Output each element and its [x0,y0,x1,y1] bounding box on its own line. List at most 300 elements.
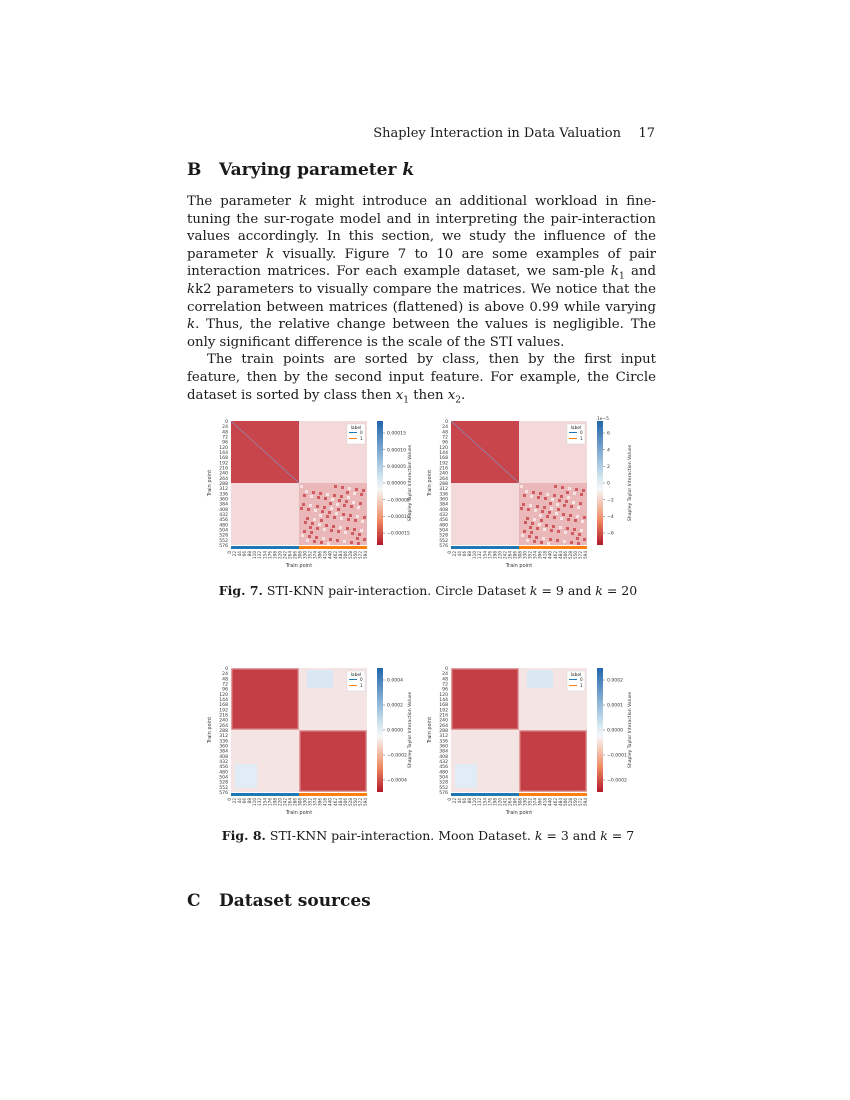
y-tick-label: 576 [219,544,228,549]
heatmap-speckle [533,518,536,521]
heatmap-speckle [563,540,566,543]
heatmap-speckle [361,520,364,523]
y-tick-label: 168 [219,456,228,462]
y-tick-label: 576 [439,791,448,796]
heatmap-speckle [525,490,528,493]
heatmap-speckle [551,498,554,501]
y-tick-label: 480 [219,523,228,529]
heatmap-speckle [356,537,359,540]
heatmap-speckle [553,494,556,497]
x-tick-label: 528 [347,798,353,806]
heatmap-speckle [351,532,354,535]
heatmap-speckle [543,528,546,531]
heatmap-block-11 [523,734,584,789]
heatmap-speckle [567,496,570,499]
heatmap-speckle [553,516,556,519]
heatmap-speckle [529,504,532,507]
fig8-panel-b [425,662,635,817]
heatmap-speckle [569,514,572,517]
x-tick-label: 22 [232,551,238,557]
x-tick-label: 528 [567,551,573,559]
heatmap-speckle [564,531,567,534]
x-tick-label: 242 [282,798,288,806]
x-tick-label: 198 [492,798,498,806]
heatmap-speckle [529,526,532,529]
y-tick-label: 528 [439,533,448,539]
heatmap-speckle [577,542,580,545]
x-tick-label: 110 [252,798,258,806]
heatmap-speckle [566,491,569,494]
y-tick-label: 240 [439,718,448,724]
class-bar-0 [231,793,299,796]
heatmap-speckle [303,494,306,497]
colorbar-tick-label: 0.0001 [607,703,624,709]
heatmap-blue-patch [235,764,257,788]
x-tick-label: 374 [312,551,318,559]
x-tick-label: 110 [472,798,478,806]
x-tick-label: 154 [262,798,268,806]
x-tick-label: 308 [517,551,523,559]
x-tick-label: 352 [307,551,313,559]
x-tick-label: 66 [462,798,468,804]
x-tick-label: 286 [512,798,518,806]
heatmap-speckle [363,538,366,541]
heatmap-speckle [565,500,568,503]
x-tick-label: 286 [292,798,298,806]
class-bar-0 [451,546,519,549]
y-tick-label: 336 [219,739,228,745]
y-tick-label: 504 [439,775,448,781]
legend-item-label: 1 [580,683,583,688]
heatmap-speckle [349,514,352,517]
y-tick-label: 240 [439,471,448,477]
heatmap-speckle [331,498,334,501]
y-tick-label: 48 [222,677,228,683]
heatmap-speckle [583,538,586,541]
heatmap-speckle [556,503,559,506]
y-tick-label: 336 [219,492,228,498]
y-tick-label: 216 [219,466,228,472]
y-tick-label: 264 [439,723,448,729]
x-tick-label: 154 [482,798,488,806]
heatmap-speckle [568,487,571,490]
colorbar-tick-label: 6 [607,431,610,437]
heatmap-speckle [310,495,313,498]
x-tick-label: 440 [547,551,553,559]
class-bar-1 [299,546,367,549]
colorbar-label: Shapley Taylor Interaction Values [628,444,633,522]
heatmap-speckle [356,515,359,518]
heatmap-speckle [560,495,563,498]
y-tick-label: 0 [445,420,448,425]
page-number: 17 [638,126,655,141]
y-tick-label: 192 [219,461,228,467]
heatmap-speckle [311,522,314,525]
x-tick-label: 374 [532,551,538,559]
colorbar-tick-label: −0.0004 [387,778,407,784]
colorbar [597,668,603,792]
y-tick-label: 48 [442,430,448,436]
heatmap-speckle [304,521,307,524]
fig7-panel-a [205,415,415,570]
heatmap-speckle [527,508,530,511]
y-tick-label: 408 [439,754,448,760]
heatmap-speckle [360,529,363,532]
heatmap-speckle [319,514,322,517]
heatmap-speckle [359,502,362,505]
x-axis-label: Train point [285,810,313,816]
y-tick-label: 192 [439,461,448,467]
heatmap-speckle [559,526,562,529]
heatmap-speckle [561,486,564,489]
colorbar-label: Shapley Taylor Interaction Values [628,691,633,769]
heatmap-speckle [528,535,531,538]
heatmap-speckle [555,512,558,515]
colorbar [377,668,383,792]
heatmap-speckle [548,511,551,514]
x-tick-label: 528 [347,551,353,559]
heatmap-speckle [354,519,357,522]
running-head-title: Shapley Interaction in Data Valuation [373,126,621,141]
heatmap-speckle [539,514,542,517]
colorbar-tick-label: −0.0002 [607,778,627,784]
x-tick-label: 0 [447,551,452,554]
y-tick-label: 576 [219,791,228,796]
y-tick-label: 432 [439,513,448,518]
heatmap-speckle [536,505,539,508]
class-bar-1 [519,546,587,549]
heatmap-speckle [326,493,329,496]
heatmap-speckle [326,515,329,518]
x-tick-label: 88 [467,551,473,557]
heatmap-speckle [315,536,318,539]
y-tick-label: 240 [219,718,228,724]
colorbar-tick-label: 4 [607,448,610,454]
colorbar-tick-label: −2 [607,498,614,504]
x-tick-label: 506 [342,551,348,559]
x-tick-label: 198 [272,798,278,806]
colorbar-tick-label: −0.00010 [387,514,410,520]
y-tick-label: 528 [219,533,228,539]
x-tick-label: 176 [487,798,493,806]
x-tick-label: 242 [502,798,508,806]
x-tick-label: 264 [287,551,293,559]
legend-title: label [570,426,582,431]
heatmap-speckle [521,534,524,537]
x-tick-label: 352 [307,798,313,806]
fig7-caption: Fig. 7. STI-KNN pair-interaction. Circle Dataset k = 9 and k = 20 [218,583,638,598]
x-tick-label: 572 [357,551,363,559]
y-tick-label: 192 [439,708,448,714]
heatmap-speckle [583,516,586,519]
heatmap-speckle [522,503,525,506]
x-tick-label: 220 [497,798,503,806]
fig7-panel-b [425,415,635,570]
heatmap-speckle [550,507,553,510]
x-tick-label: 396 [537,551,543,559]
heatmap-speckle [303,530,306,533]
y-tick-label: 480 [439,770,448,776]
heatmap-speckle [337,508,340,511]
x-tick-label: 44 [457,551,463,557]
colorbar-tick-label: −0.0002 [387,753,407,759]
x-tick-label: 220 [497,551,503,559]
heatmap-speckle [573,528,576,531]
heatmap-speckle [357,542,360,545]
paragraph-2: The train points are sorted by class, then by the first input feature, then by the second input feature. For example, the Circle dataset is sorted by class then $x_1$ then $x_2$. [187,352,656,406]
heatmap-speckle [312,491,315,494]
heatmap-speckle [344,531,347,534]
heatmap-speckle [348,487,351,490]
y-tick-label: 360 [439,497,448,503]
heatmap-speckle [531,522,534,525]
x-tick-label: 462 [332,798,338,806]
heatmap-speckle [327,542,330,545]
heatmap-speckle [549,538,552,541]
heatmap-speckle [333,494,336,497]
x-tick-label: 330 [302,551,308,559]
y-tick-label: 552 [219,785,228,791]
heatmap-speckle [566,527,569,530]
x-tick-label: 132 [477,551,483,559]
y-tick-label: 72 [442,435,448,441]
heatmap-speckle [340,495,343,498]
colorbar [377,421,383,545]
heatmap-speckle [580,493,583,496]
x-tick-label: 506 [562,798,568,806]
y-tick-label: 0 [445,667,448,672]
heatmap-speckle [328,511,331,514]
y-tick-label: 24 [222,425,228,431]
y-tick-label: 456 [219,765,228,771]
x-tick-label: 198 [272,551,278,559]
heatmap-blue-patch [527,670,553,688]
heatmap-speckle [533,540,536,543]
y-tick-label: 456 [439,518,448,524]
colorbar-tick-label: 2 [607,464,610,470]
heatmap-speckle [357,506,360,509]
y-tick-label: 432 [219,513,228,518]
x-tick-label: 66 [242,798,248,804]
y-tick-label: 24 [442,425,448,431]
y-tick-label: 552 [439,538,448,544]
heatmap-block-10 [451,483,519,545]
heatmap-speckle [323,528,326,531]
running-head [187,126,669,142]
y-tick-label: 240 [219,471,228,477]
y-tick-label: 0 [225,420,228,425]
paragraph-1: The parameter k might introduce an additional workload in fine-tuning the sur-rogate model and in interpreting the pair-interaction values accordingly. In this section, we study the influence of the parameter k visually. Figure 7 to 10 are some examples of pair interaction matrices. For each example dataset, we sam-ple $k_1$ and kk2 parameters to visually compare the matrices. We notice that the correlation between matrices (flattened) is above 0.99 while varying k. Thus, the relative change between the values is negligible. The only significant difference is the scale of the STI values. [187,194,656,350]
legend-item-label: 1 [580,436,583,441]
y-tick-label: 216 [219,713,228,719]
section-b-body [187,193,656,404]
y-tick-label: 72 [222,435,228,441]
y-tick-label: 360 [219,497,228,503]
heatmap-speckle [573,492,576,495]
y-tick-label: 96 [442,440,448,446]
heatmap-block-00 [235,672,296,727]
heatmap-speckle [540,519,543,522]
y-tick-label: 264 [219,723,228,729]
y-tick-label: 480 [439,523,448,529]
x-tick-label: 198 [492,551,498,559]
heatmap-speckle [567,518,570,521]
x-tick-label: 352 [527,798,533,806]
x-tick-label: 308 [297,551,303,559]
heatmap-speckle [320,519,323,522]
heatmap-speckle [546,515,549,518]
heatmap-speckle [347,518,350,521]
class-bar-1 [519,793,587,796]
legend-title: label [350,426,362,431]
section-b-number: B [187,160,202,180]
class-bar-0 [231,546,299,549]
colorbar-tick-label: 0.0002 [387,703,404,709]
heatmap-speckle [353,492,356,495]
heatmap-speckle [306,517,309,520]
y-axis-label: Train point [207,469,213,497]
y-tick-label: 168 [439,456,448,462]
x-tick-label: 220 [277,798,283,806]
heatmap-speckle [343,540,346,543]
heatmap-speckle [536,527,539,530]
heatmap-speckle [360,493,363,496]
y-tick-label: 504 [219,775,228,781]
x-tick-label: 176 [267,551,273,559]
heatmap-speckle [576,515,579,518]
heatmap-speckle [340,517,343,520]
x-axis-label: Train point [505,810,533,816]
heatmap-speckle [339,526,342,529]
heatmap-speckle [330,507,333,510]
y-tick-label: 480 [219,770,228,776]
heatmap-speckle [578,533,581,536]
x-tick-label: 594 [363,798,368,806]
y-tick-label: 312 [439,487,448,493]
colorbar-tick-label: 0.00005 [387,464,406,470]
x-tick-label: 374 [312,798,318,806]
y-tick-label: 432 [439,760,448,765]
y-tick-label: 216 [439,713,448,719]
heatmap-speckle [526,517,529,520]
x-tick-label: 44 [457,798,463,804]
x-tick-label: 440 [547,798,553,806]
heatmap-speckle [520,485,523,488]
heatmap-speckle [329,538,332,541]
x-tick-label: 88 [467,798,473,804]
colorbar-tick-label: −4 [607,514,614,520]
legend-title: label [350,673,362,678]
y-tick-label: 192 [219,708,228,714]
heatmap-speckle [549,502,552,505]
x-tick-label: 528 [567,798,573,806]
heatmap-speckle [563,504,566,507]
heatmap-speckle [337,530,340,533]
heatmap-speckle [526,539,529,542]
y-tick-label: 384 [439,502,448,508]
colorbar-tick-label: −0.00015 [387,531,410,537]
x-tick-label: 330 [522,551,528,559]
heatmap-speckle [336,503,339,506]
x-tick-label: 220 [277,551,283,559]
x-tick-label: 66 [462,551,468,557]
fig8-caption: Fig. 8. STI-KNN pair-interaction. Moon Dataset. k = 3 and k = 7 [221,828,635,843]
x-tick-label: 88 [247,798,253,804]
x-tick-label: 132 [477,798,483,806]
heatmap-speckle [335,512,338,515]
heatmap-speckle [532,491,535,494]
x-tick-label: 484 [557,798,563,806]
y-tick-label: 288 [439,729,448,734]
heatmap-speckle [322,537,325,540]
x-tick-label: 330 [302,798,308,806]
x-tick-label: 506 [562,551,568,559]
y-tick-label: 528 [219,780,228,786]
x-axis-label: Train point [505,563,533,569]
x-tick-label: 176 [487,551,493,559]
heatmap-speckle [560,517,563,520]
x-tick-label: 176 [267,798,273,806]
section-c-number: C [187,891,201,911]
legend-item-label: 0 [580,677,583,682]
x-tick-label: 330 [522,798,528,806]
y-tick-label: 96 [442,687,448,693]
heatmap-speckle [571,532,574,535]
x-tick-label: 264 [507,551,513,559]
heatmap-speckle [547,542,550,545]
heatmap-speckle [301,534,304,537]
legend-item-label: 0 [360,677,363,682]
fig8-panel-a [205,662,415,817]
heatmap-speckle [329,502,332,505]
x-tick-label: 572 [577,551,583,559]
y-tick-label: 72 [442,682,448,688]
y-tick-label: 168 [439,703,448,709]
colorbar-tick-label: 0.00015 [387,431,406,437]
heatmap-speckle [523,530,526,533]
heatmap-speckle [562,513,565,516]
heatmap-speckle [557,508,560,511]
y-tick-label: 360 [439,744,448,750]
x-tick-label: 110 [252,551,258,559]
y-tick-label: 408 [219,754,228,760]
x-tick-label: 374 [532,798,538,806]
y-tick-label: 144 [439,451,448,456]
heatmap-speckle [558,499,561,502]
heatmap-speckle [320,541,323,544]
x-tick-label: 418 [322,551,328,559]
y-axis-label: Train point [427,716,433,744]
x-tick-label: 572 [577,798,583,806]
x-tick-label: 154 [262,551,268,559]
y-tick-label: 456 [439,765,448,771]
heatmap-speckle [530,495,533,498]
heatmap-speckle [341,486,344,489]
heatmap-speckle [524,521,527,524]
x-tick-label: 594 [363,551,368,559]
heatmap-speckle [316,505,319,508]
heatmap-speckle [342,513,345,516]
heatmap-speckle [336,539,339,542]
y-tick-label: 48 [442,677,448,683]
y-tick-label: 552 [439,785,448,791]
y-tick-label: 504 [219,528,228,534]
x-tick-label: 242 [502,551,508,559]
y-tick-label: 384 [439,749,448,755]
heatmap-speckle [346,491,349,494]
y-tick-label: 288 [439,482,448,487]
heatmap-speckle [307,508,310,511]
